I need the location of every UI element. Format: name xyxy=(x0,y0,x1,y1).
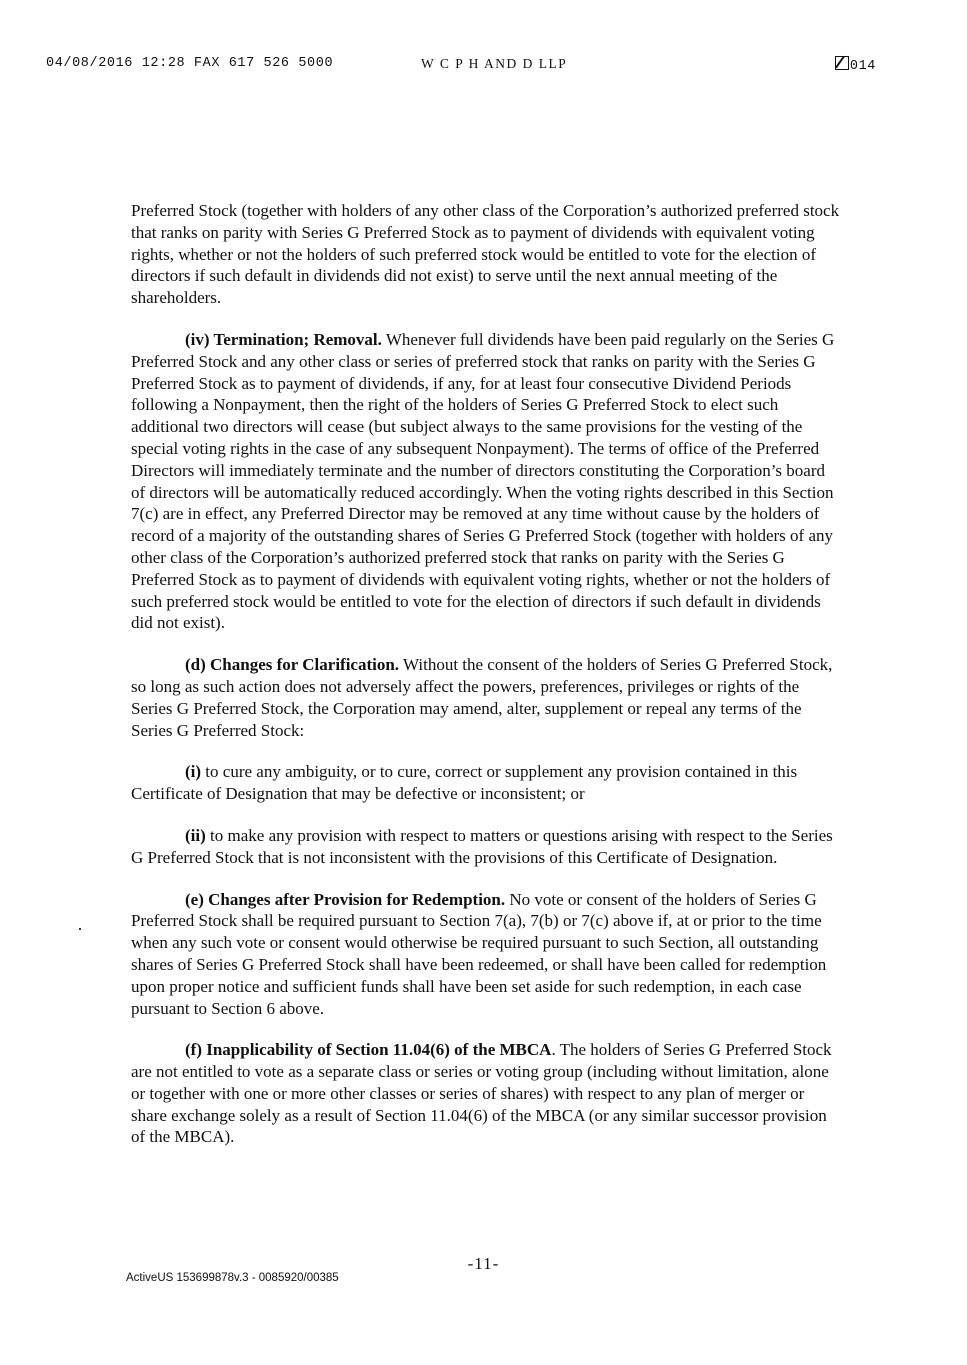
page-number: -11- xyxy=(467,1254,500,1273)
item-label: (ii) xyxy=(185,825,206,845)
paragraph-continuation: Preferred Stock (together with holders of any other class of the Corporation’s authorized preferred stock that ranks on parity with Series G Preferred Stock as to payment of dividends with equivalent voting rights, whether or not the holders of such preferred stock would be entitled to vote for the election of directors if such default in dividends did not exist) to serve until the next annual meeting of the shareholders. xyxy=(131,201,840,308)
paragraph-item-ii xyxy=(131,825,843,869)
section-heading: (d) Changes for Clarification. xyxy=(185,655,400,675)
scan-artifact xyxy=(79,928,81,930)
paragraph-text: No vote or consent of the holders of Series G Preferred Stock shall be required pursuant to Section 7(a), 7(b) or 7(c) above if, at or prior to the time when any such vote or consent would otherwise be required pursuant to such Section, all outstanding shares of Series G Preferred Stock shall have been redeemed, or shall have been called for redemption upon proper notice and sufficient funds shall have been set aside for such redemption, in each case pursuant to Section 6 above. xyxy=(131,889,827,1018)
fax-page-number: 014 xyxy=(849,59,876,74)
fax-datetime: 04/08/2016 12:28 FAX 617 526 5000 xyxy=(46,56,334,71)
paragraph-text: . The holders of Series G Preferred Stock are not entitled to vote as a separate class or series or voting group (including without limitation, alone or together with one or more other classes or series of shares) with respect to any plan of merger or share exchange solely as a result of Section 11.04(6) of the MBCA (or any similar successor provision of the MBCA). xyxy=(131,1040,832,1147)
document-body xyxy=(131,200,843,1168)
paragraph-changes-clarification xyxy=(131,654,843,741)
section-heading: (e) Changes after Provision for Redemption. xyxy=(185,889,506,909)
paragraph-text: Without the consent of the holders of Series G Preferred Stock, so long as such action does not adversely affect the powers, preferences, privileges or rights of the Series G Preferred Stock, the Corporation may amend, alter, supplement or repeal any terms of the Series G Preferred Stock: xyxy=(131,655,833,740)
fax-page-icon xyxy=(835,56,849,70)
section-heading: (iv) Termination; Removal. xyxy=(185,329,382,349)
section-heading: (f) Inapplicability of Section 11.04(6) of the MBCA xyxy=(185,1040,552,1060)
fax-header xyxy=(46,56,876,76)
paragraph-text: Whenever full dividends have been paid regularly on the Series G Preferred Stock and any other class or series of preferred stock that ranks on parity with the Series G Preferred Stock as to payment of dividends, if any, for at least four consecutive Dividend Periods following a Nonpayment, then the right of the holders of Series G Preferred Stock to elect such additional two directors will cease (but subject always to the same provisions for the vesting of the special voting rights in the case of any subsequent Nonpayment). The terms of office of the Preferred Directors will immediately terminate and the number of directors constituting the Corporation’s board of directors will be automatically reduced accordingly. When the voting rights described in this Section 7(c) are in effect, any Preferred Director may be removed at any time without cause by the holders of record of a majority of the outstanding shares of Series G Preferred Stock (together with holders of any other class of the Corporation’s authorized preferred stock that ranks on parity with the Series G Preferred Stock as to payment of dividends with equivalent voting rights, whether or not the holders of such preferred stock would be entitled to vote for the election of directors if such default in dividends did not exist). xyxy=(131,329,835,633)
paragraph-termination-removal xyxy=(131,329,843,634)
paragraph-inapplicability-mbca xyxy=(131,1039,843,1148)
fax-page-code xyxy=(835,56,876,74)
paragraph-text: to cure any ambiguity, or to cure, correct or supplement any provision contained in this Certificate of Designation that may be defective or inconsistent; or xyxy=(131,762,798,804)
paragraph-item-i xyxy=(131,761,843,805)
fax-sender: W C P H AND D LLP xyxy=(421,56,568,71)
document-id: ActiveUS 153699878v.3 - 0085920/00385 xyxy=(126,1272,339,1284)
paragraph-changes-redemption xyxy=(131,889,843,1020)
item-label: (i) xyxy=(185,762,202,782)
paragraph-text: to make any provision with respect to matters or questions arising with respect to the Series G Preferred Stock that is not inconsistent with the provisions of this Certificate of Designation. xyxy=(131,825,833,867)
